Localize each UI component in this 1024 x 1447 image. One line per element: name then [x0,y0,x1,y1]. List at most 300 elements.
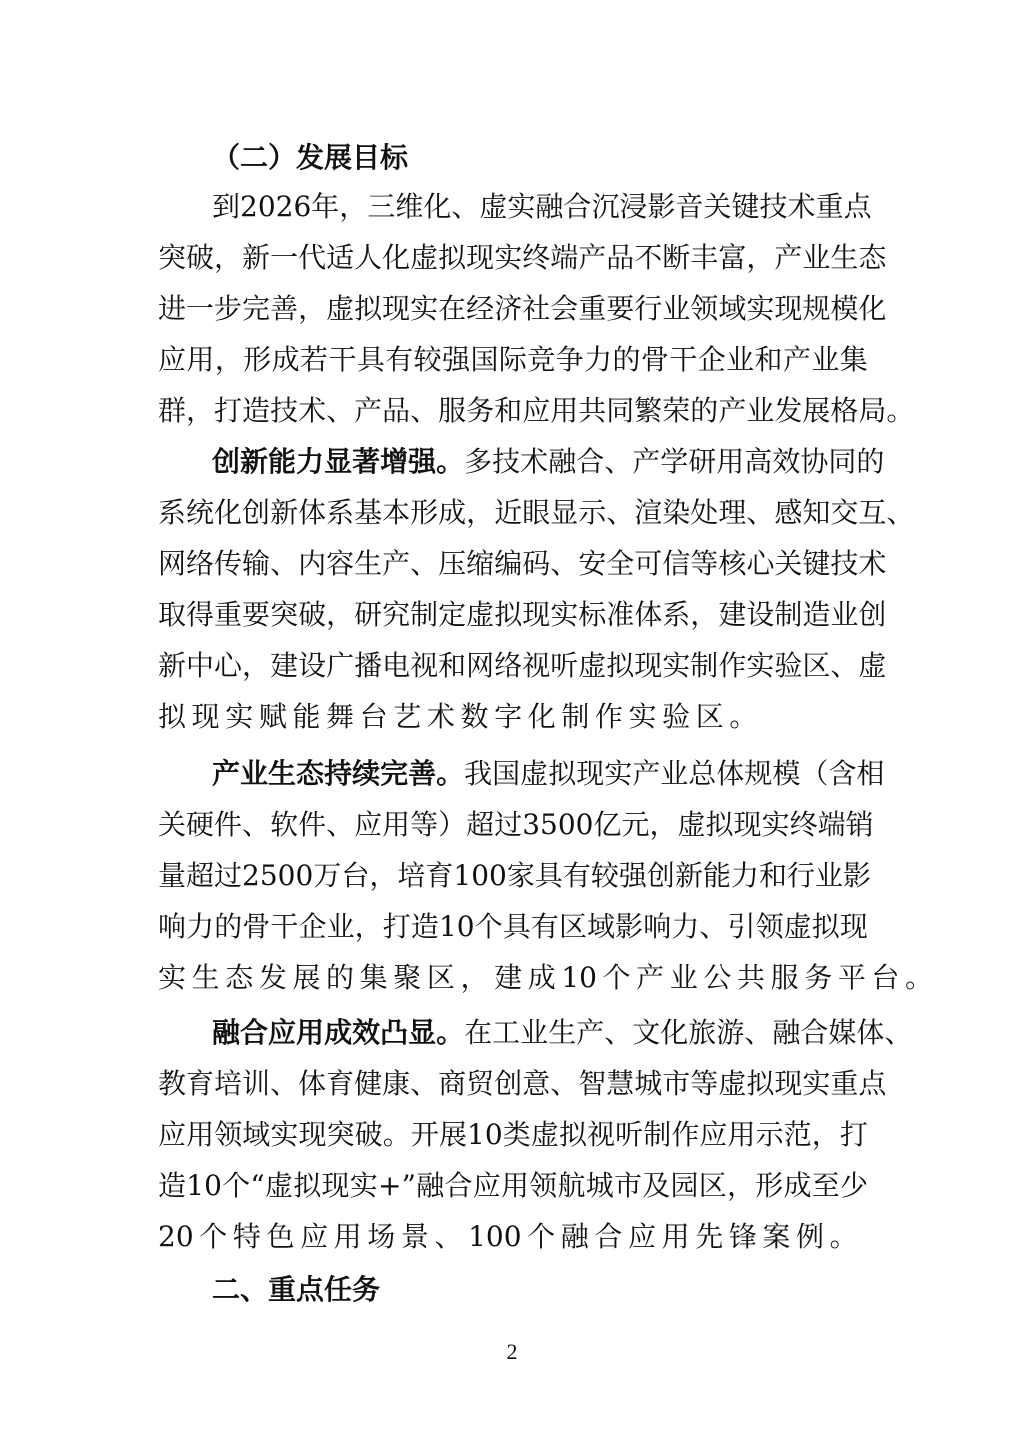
text-char: 域 [242,1118,271,1151]
text-char: 交 [830,496,859,529]
text-char: 量 [158,859,187,892]
text-char: 拟 [158,700,187,733]
text-char: 社 [522,292,551,325]
text-char: 中 [186,649,215,682]
text-char: 有 [530,910,559,943]
text-char: 产 [382,547,411,580]
text-char: 拟 [438,241,467,274]
text-char: 作 [671,1118,700,1151]
text-char: 繁 [634,394,663,427]
text-char: 家 [506,859,535,892]
text-char: 现 [733,808,762,841]
text-char: 服 [438,394,467,427]
text-char: 。 [886,394,915,427]
text-char: 区 [558,910,587,943]
text-char: 形 [755,1169,784,1202]
text-char: 台 [341,859,370,892]
text-char: 合 [563,190,592,223]
text-char: 人 [354,241,383,274]
text-char: 验 [774,649,803,682]
text-char: 视 [410,649,439,682]
text-char: 信 [662,547,691,580]
text-char: 品 [606,241,635,274]
text-char: 集 [839,343,868,376]
text-char: 文 [632,1016,661,1049]
text-char: 总 [688,757,717,790]
text-char: 代 [298,241,327,274]
text-char: ， [242,649,271,682]
text-char: 网 [466,649,495,682]
text-char: 用 [661,1220,690,1253]
text-char: + [377,1169,402,1202]
text-char: 融 [416,1169,445,1202]
text-char: 破 [354,1118,383,1151]
text-char: 业 [326,910,355,943]
text-char: 制 [410,598,439,631]
text-char: ， [186,394,215,427]
text-char: 模 [830,292,859,325]
text-char: 重 [214,598,243,631]
text-char: 关 [703,190,732,223]
next-section-heading: 二、重点任务 [212,1273,381,1306]
text-char: 应 [522,394,551,427]
text-char: 济 [494,292,523,325]
text-char: 育 [186,1067,215,1100]
paragraph-lead-char: 创 [212,445,241,478]
text-char: 、 [451,190,480,223]
paragraph-4-line-4 [158,1167,868,1205]
text-char: 在 [438,292,467,325]
paragraph-lead-char: 成 [324,1016,353,1049]
paragraph-2-line-6 [158,698,868,736]
text-char: 发 [774,394,803,427]
text-char: 产 [718,394,747,427]
text-char: 设 [746,598,775,631]
text-char: 有 [562,859,591,892]
text-char: 、 [550,547,579,580]
text-char: 体 [856,1016,885,1049]
text-char: 响 [158,910,187,943]
text-char: 作 [718,649,747,682]
text-char: 业 [660,757,689,790]
paragraph-lead-char: 持 [324,757,353,790]
text-char: 和 [754,343,783,376]
text-char: 沉 [591,190,620,223]
text-char: 培 [214,1067,243,1100]
text-char: 产 [578,241,607,274]
text-char: 培 [397,859,426,892]
text-char: 局 [858,394,887,427]
text-char: 作 [594,700,623,733]
text-char: 心 [214,649,243,682]
text-char: 虚 [326,292,355,325]
text-char: 在 [464,1016,493,1049]
text-char: 系 [326,496,355,529]
text-char: 打 [839,1118,868,1151]
text-char: 究 [382,598,411,631]
text-char: 超 [186,859,215,892]
text-char: 领 [690,292,719,325]
text-char: 训 [242,1067,271,1100]
text-char: 先 [695,1220,724,1253]
paragraph-lead-char: 著 [352,445,381,478]
text-char: 领 [214,1118,243,1151]
paragraph-lead-char: 续 [352,757,381,790]
text-char: 基 [354,496,383,529]
text-char: 现 [839,910,868,943]
text-char: 干 [270,910,299,943]
text-char: 融 [772,1016,801,1049]
paragraph-4-line-1 [212,1014,913,1052]
text-char: 用 [500,1169,529,1202]
text-char: 形 [410,496,439,529]
text-char: 、 [699,910,728,943]
text-char: ， [649,808,678,841]
text-char: 件 [214,808,243,841]
text-char: 区 [695,700,724,733]
text-char: 经 [466,292,495,325]
text-char: 过 [494,808,523,841]
text-char: 城 [634,1067,663,1100]
text-char: 国 [470,343,499,376]
text-char: 我 [464,757,493,790]
text-char: 融 [535,190,564,223]
text-char: 用 [382,808,411,841]
text-char: 、 [410,394,439,427]
text-char: 一 [270,241,299,274]
text-char: ， [811,1118,840,1151]
text-char: 输 [242,547,271,580]
text-char: 要 [242,598,271,631]
text-char: 虚 [410,241,439,274]
text-char: 贸 [466,1067,495,1100]
text-char: 造 [802,598,831,631]
text-char: 现 [191,700,220,733]
text-char: 相 [856,757,885,790]
text-char: 园 [670,1169,699,1202]
text-char: 力 [671,910,700,943]
text-char: 新 [674,859,703,892]
text-char: 产 [632,445,661,478]
text-char: 生 [354,547,383,580]
text-char: 术 [787,190,816,223]
text-char: 集 [359,961,388,994]
text-char: 融 [560,1220,589,1253]
text-char: 能 [292,700,321,733]
paragraph-3-line-5 [158,959,934,997]
text-char: 播 [354,649,383,682]
text-char: 术 [298,394,327,427]
text-char: 本 [382,496,411,529]
text-char: 效 [772,445,801,478]
text-char: 视 [587,1118,616,1151]
text-char: 骨 [242,910,271,943]
text-char: 取 [158,598,187,631]
text-char: 干 [328,343,357,376]
text-char: 影 [843,859,872,892]
paragraph-4-line-3 [158,1116,868,1154]
text-char: 。 [729,700,758,733]
text-char: 定 [438,598,467,631]
text-char: 、 [270,1067,299,1100]
text-char: 现 [774,1067,803,1100]
text-char: 虚 [578,649,607,682]
text-char: 制 [643,1118,672,1151]
text-char: 设 [298,649,327,682]
text-char: 核 [718,547,747,580]
text-char: 较 [590,859,619,892]
text-char: 协 [800,445,829,478]
text-char: 断 [662,241,691,274]
text-char: 个 [474,910,503,943]
text-char: 打 [214,394,243,427]
text-char: 化 [382,241,411,274]
paragraph-lead-char: 产 [212,757,241,790]
text-char: 较 [413,343,442,376]
text-char: 拟 [558,1118,587,1151]
text-char: 的 [612,343,641,376]
paragraph-lead-char: 应 [268,1016,297,1049]
text-char: 具 [356,343,385,376]
text-char: 多 [464,445,493,478]
text-char: 、 [270,547,299,580]
text-char: 特 [232,1220,261,1253]
text-char: 引 [727,910,756,943]
text-char: 络 [494,649,523,682]
paragraph-lead-char: 态 [296,757,325,790]
text-char: 展 [802,394,831,427]
text-char: ， [298,292,327,325]
text-char: 有 [385,343,414,376]
text-char: 技 [270,394,299,427]
text-char: 终 [789,808,818,841]
text-char: 融 [548,445,577,478]
text-char: 实 [225,700,254,733]
text-char: 拟 [293,1169,322,1202]
paragraph-lead-char: 合 [240,1016,269,1049]
text-char: 容 [326,547,355,580]
text-char: 染 [662,496,691,529]
text-char: 新 [158,649,187,682]
text-char: 码 [522,547,551,580]
text-char: 显 [550,496,579,529]
text-char: 虚 [479,190,508,223]
text-char: 化 [527,700,556,733]
text-char: 平 [837,961,866,994]
text-char: 进 [158,292,187,325]
text-char: 心 [746,547,775,580]
text-char: 企 [298,910,327,943]
paragraph-3-line-3 [158,857,872,895]
text-char: 销 [845,808,874,841]
text-char: 场 [367,1220,396,1253]
text-char: 实 [746,649,775,682]
text-char: 建 [718,598,747,631]
paragraph-lead-char: 增 [380,445,409,478]
text-char: 展 [292,961,321,994]
text-char: 点 [843,190,872,223]
text-char: 合 [800,1016,829,1049]
text-char: 业 [726,343,755,376]
text-char: 编 [494,547,523,580]
text-char: 际 [498,343,527,376]
text-char: 媒 [828,1016,857,1049]
text-char: 可 [634,547,663,580]
paragraph-lead-char: 显 [324,445,353,478]
text-char: 区 [698,1169,727,1202]
text-char: 意 [522,1067,551,1100]
text-char: 善 [270,292,299,325]
text-char: 至 [811,1169,840,1202]
text-char: 突 [270,598,299,631]
text-char: 台 [359,700,388,733]
paragraph-lead-char: 显 [408,1016,437,1049]
text-char: 现 [466,241,495,274]
text-char: 类 [502,1118,531,1151]
text-char: 教 [158,1067,187,1100]
paragraph-2-line-5 [158,647,887,685]
text-char: 三 [367,190,396,223]
text-char: 关 [158,808,187,841]
text-char: 实 [628,700,657,733]
text-char: 10 [561,961,597,994]
text-char: 虚 [677,808,706,841]
text-char: 共 [736,961,765,994]
paragraph-1-line-1 [212,188,872,226]
text-char: 业 [815,859,844,892]
text-char: 化 [858,292,887,325]
text-char: 化 [660,1016,689,1049]
text-char: 打 [382,910,411,943]
text-char: 重 [578,292,607,325]
text-char: 及 [642,1169,671,1202]
text-char: 生 [191,961,220,994]
text-char: 争 [555,343,584,376]
text-char: 和 [758,859,787,892]
paragraph-lead-char: 善 [408,757,437,790]
text-char: 验 [662,700,691,733]
text-char: 破 [298,598,327,631]
paragraph-3-line-4 [158,908,868,946]
text-char: 硬 [186,808,215,841]
text-char: 的 [856,445,885,478]
text-char: 规 [744,757,773,790]
text-char: 个 [222,1169,251,1202]
text-char: 用 [186,1118,215,1151]
text-char: 业 [830,598,859,631]
text-char: 虚 [783,910,812,943]
text-char: 台 [871,961,900,994]
text-char: 听 [550,649,579,682]
text-char: 业 [520,1016,549,1049]
text-char: 得 [186,598,215,631]
paragraph-2-line-1 [212,443,885,481]
text-char: 形 [243,343,272,376]
text-char: 听 [615,1118,644,1151]
text-char: 建 [270,649,299,682]
text-char: 实 [746,292,775,325]
text-char: 育 [326,1067,355,1100]
text-char: 等 [690,1067,719,1100]
text-char: 实 [158,961,187,994]
text-char: 维 [395,190,424,223]
text-char: 现 [298,1118,327,1151]
text-char: ， [214,241,243,274]
text-char: 10 [467,1118,503,1151]
text-char: 年 [311,190,340,223]
text-char: 工 [492,1016,521,1049]
text-char: 要 [606,292,635,325]
text-char: 突 [326,1118,355,1151]
text-char: 知 [802,496,831,529]
text-char: 骨 [640,343,669,376]
text-char: 拟 [746,1067,775,1100]
text-char: 应 [472,1169,501,1202]
text-char: 步 [214,292,243,325]
text-char: 成 [527,961,556,994]
text-char: 到 [212,190,241,223]
text-char: 态 [858,241,887,274]
text-char: 实 [494,241,523,274]
paragraph-1-line-5 [158,392,915,430]
text-char: 和 [438,649,467,682]
page-number: 2 [506,1339,518,1364]
text-char: 业 [662,292,691,325]
text-char: 应 [627,1220,656,1253]
paragraph-3-line-2 [158,806,874,844]
paragraph-2-line-3 [158,545,887,583]
paragraph-lead-char: 新 [240,445,269,478]
text-char: 研 [354,598,383,631]
text-char: 技 [830,547,859,580]
text-char: 具 [534,859,563,892]
text-char: 务 [466,394,495,427]
text-char: 突 [158,241,187,274]
text-char: 能 [702,859,731,892]
text-char: 全 [606,547,635,580]
text-char: 10 [438,910,475,943]
text-char: 含 [828,757,857,790]
text-char: 2500 [242,859,314,892]
text-char: 干 [669,343,698,376]
text-char: 视 [522,649,551,682]
text-char: 准 [606,598,635,631]
text-char: 眼 [522,496,551,529]
text-char: 、 [744,1016,773,1049]
text-char: 适 [326,241,355,274]
text-char: 荣 [662,394,691,427]
text-char: 术 [426,700,455,733]
text-char: 实 [802,1067,831,1100]
text-char: 业 [811,343,840,376]
text-char: 合 [594,1220,623,1253]
text-char: 不 [634,241,663,274]
text-char: 拟 [354,292,383,325]
text-char: ” [401,1169,416,1202]
text-char: 城 [585,1169,614,1202]
text-char: 域 [587,910,616,943]
text-char: 力 [730,859,759,892]
text-char: 用 [550,394,579,427]
text-char: 实 [550,598,579,631]
text-char: 术 [520,445,549,478]
text-char: 学 [660,445,689,478]
text-char: 国 [492,757,521,790]
paragraph-1-line-2 [158,239,887,277]
text-char: 络 [186,547,215,580]
text-char: 、 [604,445,633,478]
text-char: 企 [697,343,726,376]
